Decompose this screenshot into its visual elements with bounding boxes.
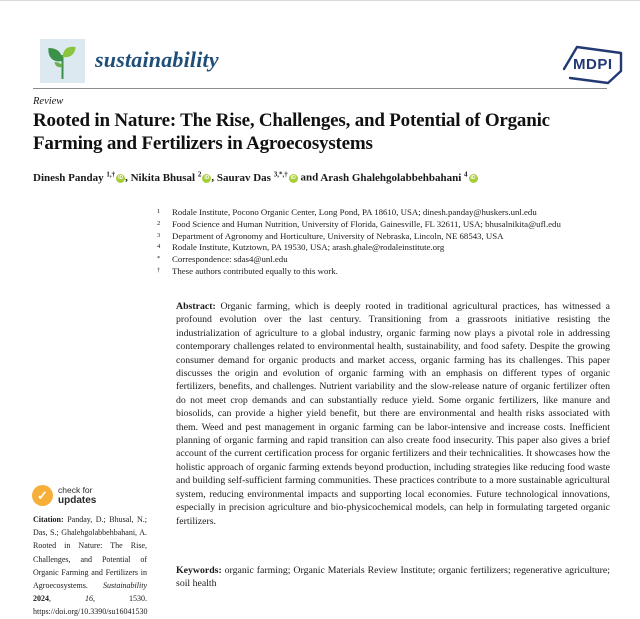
author-name: Dinesh Panday $^{1,\dagger}$ <box>33 170 116 184</box>
author-separator: and <box>297 171 321 184</box>
citation-label: Citation: <box>33 515 64 524</box>
affiliation-row <box>157 254 612 266</box>
author-name: Saurav Das $^{3,*,\dagger}$ <box>216 170 288 184</box>
author-separator: , <box>125 171 131 184</box>
journal-logo <box>40 39 85 83</box>
journal-name: sustainability <box>95 47 219 72</box>
affiliation-row <box>157 219 612 231</box>
affiliation-row <box>157 207 612 219</box>
affiliation-marker: 2 <box>157 219 161 227</box>
article-title: Rooted in Nature: The Rise, Challenges, and Potential of Organic Farming and Fertilizers in Agroecosystems <box>33 110 550 154</box>
affiliation-row <box>157 231 612 243</box>
abstract-block <box>176 300 610 528</box>
affiliation-marker: 3 <box>157 231 161 239</box>
affiliation-marker: 1 <box>157 208 161 215</box>
abstract-text: Organic farming, which is deeply rooted in traditional agricultural practices, has witnessed a profound evolution over the last century. Transitioning from a grassroots initiative resisting the industrialization of agriculture to a global industry, organic farming now plays a pivotal role in addressing contemporary challenges related to environmental health, sustainability, and food safety. Despite the growing consumer demand for organic products and market access, organic farming has its challenges. This paper discusses the origin and evolution of organic farming with an emphasis on different types of organic fertilizers, benefits, and challenges. Nutrient variability and the slow-release nature of organic fertilizer often do not meet crop demands and can substantially reduce yield. Some organic fertilizers, like manure and biosolids, can provide a higher yield benefit, but there are environmental and health risks associated with them. Weed and pest management in organic farming can be labor-intensive and increase costs. Inefficient planning of organic farming and rapid transition can also create food insecurity. This paper also gives a brief account of the current certification process for organic fertilizers and their technicalities. It showcases how the holistic approach of organic farming extends beyond production, including strategies like reducing food waste and building self-sufficient farming communities. These practices contribute to a more sustainable agricultural system, reducing environmental impacts and supporting local economies. Future technological innovations, especially in precision agriculture and bio-physicochemical models, can help in formulating targeted organic fertilizers. <box>176 301 610 527</box>
keywords-text: organic farming; Organic Materials Review Institute; organic fertilizers; regenerative agriculture; soil health <box>176 565 610 590</box>
orcid-icon[interactable]: iD <box>118 174 124 181</box>
affiliation-text: Rodale Institute, Kutztown, PA 19530, USA; arash.ghale@rodaleinstitute.org <box>172 242 445 253</box>
citation-year: 2024 <box>33 594 49 604</box>
seedling-icon <box>40 39 85 83</box>
badge-line1: check for <box>58 485 93 495</box>
affiliation-row <box>157 242 612 254</box>
badge-line2: updates <box>58 495 97 506</box>
affiliation-marker: † <box>157 266 161 274</box>
article-type-label: Review <box>33 96 64 107</box>
affiliation-text: These authors contributed equally to this work. <box>172 265 338 276</box>
affiliation-text: Food Science and Human Nutrition, University of Florida, Gainesville, FL 32611, USA; bhusalnikita@ufl.edu <box>172 218 561 229</box>
author-name: Nikita Bhusal $^2$ <box>130 170 202 184</box>
doi-link[interactable]: https://doi.org/10.3390/su16041530 <box>33 607 148 617</box>
keywords-block <box>176 564 610 591</box>
author-name: Arash Ghalehgolabbehbahani $^4$ <box>320 170 468 184</box>
citation-title: Rooted in Nature: The Rise, Challenges, and Potential of Organic Farming and Fertilizers in Agroecosystems. <box>33 541 147 591</box>
citation-pages: 1530. <box>129 594 147 604</box>
orcid-icon[interactable]: iD <box>290 174 296 181</box>
citation-journal: Sustainability <box>103 581 147 591</box>
authors-line <box>33 170 613 184</box>
mdpi-logo <box>561 43 625 87</box>
affiliation-text: Rodale Institute, Pocono Organic Center, Long Pond, PA 18610, USA; dinesh.panday@huskers.unl.edu <box>172 207 537 217</box>
author-separator: , <box>211 171 217 184</box>
affiliations-list <box>157 207 612 278</box>
mdpi-wordmark: MDPI <box>573 56 613 73</box>
citation-text: Citation: Panday, D.; Bhusal, N.; Das, S.; Ghalehgolabbehbahani, A. Rooted in Nature: The Rise, Challenges, and Potential of Organic Farming and Fertilizers in Agroecosystems. Sustainability 2024, 16, 1530. https://doi.org/10.3390/su16041530 <box>33 515 148 617</box>
keywords-label: Keywords: <box>176 565 222 576</box>
citation-authors: Panday, D.; Bhusal, N.; Das, S.; Ghalehgolabbehbahani, A. <box>33 515 147 538</box>
check-for-updates-badge[interactable] <box>32 484 147 508</box>
checkmark-icon: ✓ <box>32 485 53 506</box>
header-divider <box>33 88 607 89</box>
citation-volume: 16 <box>85 594 93 604</box>
affiliation-marker: * <box>157 255 161 263</box>
orcid-icon[interactable]: iD <box>204 174 210 181</box>
orcid-icon[interactable]: iD <box>470 174 476 181</box>
affiliation-text: Correspondence: sdas4@unl.edu <box>172 254 288 265</box>
affiliation-marker: 4 <box>157 243 161 251</box>
abstract-label: Abstract: <box>176 301 216 312</box>
affiliation-text: Department of Agronomy and Horticulture, University of Nebraska, Lincoln, NE 68543, USA <box>172 230 504 241</box>
affiliation-row <box>157 266 612 278</box>
